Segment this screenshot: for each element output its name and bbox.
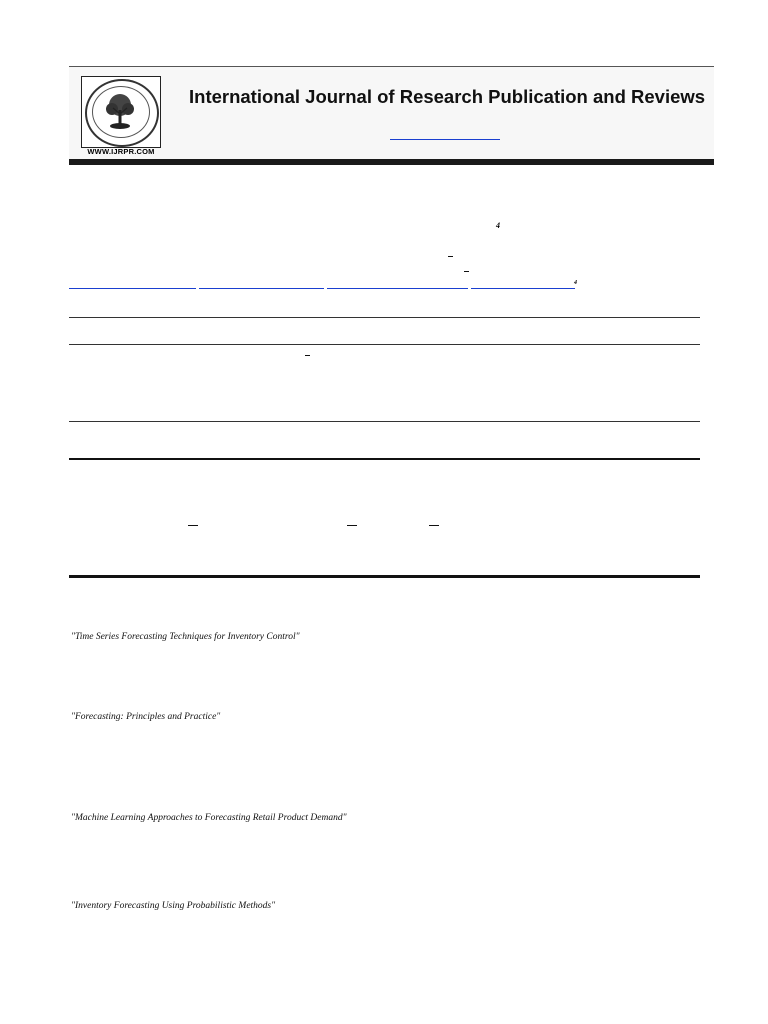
inline-dash: [188, 525, 198, 526]
journal-link[interactable]: [390, 139, 500, 140]
section-rule: [69, 421, 700, 422]
inline-dash: [429, 525, 439, 526]
tree-icon: [98, 90, 142, 134]
affiliation-dash: [448, 256, 453, 257]
reference-title: "Machine Learning Approaches to Forecasting Retail Product Demand": [71, 813, 347, 823]
author-superscript: 4: [496, 221, 500, 230]
section-rule: [69, 458, 700, 460]
author-email-link[interactable]: [199, 288, 324, 289]
affiliation-dash: [464, 271, 469, 272]
logo-url-text: WWW.IJRPR.COM: [87, 147, 155, 156]
author-email-link[interactable]: [69, 288, 196, 289]
header-bottom-rule: [69, 159, 714, 165]
author-email-link[interactable]: [471, 288, 575, 289]
reference-title: "Forecasting: Principles and Practice": [71, 712, 221, 722]
author-email-link[interactable]: [327, 288, 468, 289]
email-superscript: 4: [574, 280, 577, 286]
reference-title: "Inventory Forecasting Using Probabilistic Methods": [71, 901, 276, 911]
inline-dash: [347, 525, 357, 526]
inline-dash: [305, 355, 310, 356]
journal-title: International Journal of Research Publication and Reviews: [189, 86, 706, 107]
section-rule-heavy: [69, 575, 700, 578]
reference-title: "Time Series Forecasting Techniques for Inventory Control": [71, 632, 300, 642]
journal-header: [69, 67, 714, 159]
section-rule: [69, 317, 700, 318]
section-rule: [69, 344, 700, 345]
